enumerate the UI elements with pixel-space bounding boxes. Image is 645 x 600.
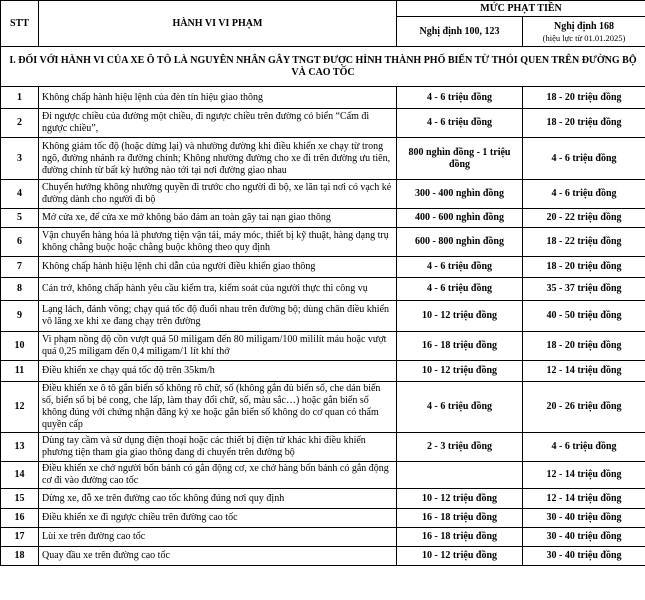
row-number: 18 bbox=[1, 547, 39, 566]
violation-description: Vi phạm nồng độ cồn vượt quá 50 miligam đến 80 miligam/100 mililít máu hoặc vượt quá 0,25 miligam đến 0,4 miligam/1 lít khí thở bbox=[39, 332, 397, 361]
fine-decree-old: 4 - 6 triệu đồng bbox=[397, 257, 523, 278]
table-row bbox=[1, 228, 645, 257]
fine-decree-new: 4 - 6 triệu đồng bbox=[523, 138, 645, 180]
table-row bbox=[1, 547, 645, 566]
table-row bbox=[1, 301, 645, 332]
fine-decree-old: 800 nghìn đồng - 1 triệu đồng bbox=[397, 138, 523, 180]
row-number: 1 bbox=[1, 87, 39, 109]
fine-decree-new: 4 - 6 triệu đồng bbox=[523, 180, 645, 209]
fine-decree-new: 18 - 20 triệu đồng bbox=[523, 257, 645, 278]
table-row bbox=[1, 180, 645, 209]
violation-description: Không giảm tốc độ (hoặc dừng lại) và nhường đường khi điều khiển xe chạy từ trong ngõ, đường nhánh ra đường chính; Không nhường đường cho xe đi trên đường ưu tiên, đường chính từ bất kỳ hướng nào tới tại nơi đường giao nhau bbox=[39, 138, 397, 180]
fine-decree-old: 4 - 6 triệu đồng bbox=[397, 109, 523, 138]
row-number: 7 bbox=[1, 257, 39, 278]
decree-new-note: (hiệu lực từ 01.01.2025) bbox=[542, 32, 626, 43]
violation-description: Điều khiển xe chở người bốn bánh có gắn động cơ, xe chở hàng bốn bánh có gắn động cơ đi vào đường cao tốc bbox=[39, 462, 397, 489]
fine-decree-old: 300 - 400 nghìn đồng bbox=[397, 180, 523, 209]
fine-decree-old: 10 - 12 triệu đồng bbox=[397, 489, 523, 509]
violation-description: Lùi xe trên đường cao tốc bbox=[39, 528, 397, 547]
row-number: 5 bbox=[1, 209, 39, 228]
violation-description: Điều khiển xe ô tô gắn biển số không rõ chữ, số (không gắn đủ biển số, che dán biển số, biển số bị bẻ cong, che lấp, làm thay đổi chữ, số, màu sắc…) hoặc gắn biển số không đúng với chứng nhận đăng ký xe hoặc gắn biển số không do cơ quan có thẩm quyền cấp bbox=[39, 382, 397, 433]
violation-description: Không chấp hành hiệu lệnh của đèn tín hiệu giao thông bbox=[39, 87, 397, 109]
fine-decree-new: 18 - 20 triệu đồng bbox=[523, 87, 645, 109]
fine-decree-old: 600 - 800 nghìn đồng bbox=[397, 228, 523, 257]
header-fine-level: MỨC PHẠT TIỀN bbox=[397, 1, 645, 17]
fine-decree-old: 4 - 6 triệu đồng bbox=[397, 278, 523, 301]
violation-description: Điều khiển xe đi ngược chiều trên đường cao tốc bbox=[39, 509, 397, 528]
row-number: 3 bbox=[1, 138, 39, 180]
fine-decree-new: 35 - 37 triệu đồng bbox=[523, 278, 645, 301]
row-number: 4 bbox=[1, 180, 39, 209]
violation-description: Đi ngược chiều của đường một chiều, đi ngược chiều trên đường có biển “Cấm đi ngược chiều”, bbox=[39, 109, 397, 138]
table-row bbox=[1, 138, 645, 180]
violation-description: Quay đầu xe trên đường cao tốc bbox=[39, 547, 397, 566]
row-number: 9 bbox=[1, 301, 39, 332]
fine-decree-new: 30 - 40 triệu đồng bbox=[523, 547, 645, 566]
fine-decree-new: 20 - 22 triệu đồng bbox=[523, 209, 645, 228]
row-number: 14 bbox=[1, 462, 39, 489]
fine-decree-old bbox=[397, 462, 523, 489]
violation-description: Dùng tay cầm và sử dụng điện thoại hoặc các thiết bị điện tử khác khi điều khiển phương tiện tham gia giao thông đang di chuyển trên đường bộ bbox=[39, 433, 397, 462]
violation-description: Cản trở, không chấp hành yêu cầu kiểm tra, kiểm soát của người thực thi công vụ bbox=[39, 278, 397, 301]
violation-description: Dừng xe, đỗ xe trên đường cao tốc không đúng nơi quy định bbox=[39, 489, 397, 509]
table-row bbox=[1, 433, 645, 462]
fine-decree-old: 16 - 18 triệu đồng bbox=[397, 332, 523, 361]
fine-decree-new: 18 - 20 triệu đồng bbox=[523, 109, 645, 138]
row-number: 11 bbox=[1, 361, 39, 382]
violation-description: Điều khiển xe chạy quá tốc độ trên 35km/h bbox=[39, 361, 397, 382]
table-row bbox=[1, 509, 645, 528]
table-row bbox=[1, 462, 645, 489]
fine-decree-new: 30 - 40 triệu đồng bbox=[523, 528, 645, 547]
fine-decree-old: 4 - 6 triệu đồng bbox=[397, 87, 523, 109]
fine-decree-new: 18 - 22 triệu đồng bbox=[523, 228, 645, 257]
section-title: I. ĐỐI VỚI HÀNH VI CỦA XE Ô TÔ LÀ NGUYÊN NHÂN GÂY TNGT ĐƯỢC HÌNH THÀNH PHỐ BIẾN TỪ THÓI QUEN TRÊN ĐƯỜNG BỘ VÀ CAO TỐC bbox=[1, 47, 645, 87]
row-number: 10 bbox=[1, 332, 39, 361]
fine-decree-old: 16 - 18 triệu đồng bbox=[397, 528, 523, 547]
table-row bbox=[1, 109, 645, 138]
fine-decree-new: 30 - 40 triệu đồng bbox=[523, 509, 645, 528]
fine-decree-old: 10 - 12 triệu đồng bbox=[397, 301, 523, 332]
violation-description: Chuyển hướng không nhường quyền đi trước cho người đi bộ, xe lăn tại nơi có vạch kẻ đường dành cho người đi bộ bbox=[39, 180, 397, 209]
fine-decree-new: 20 - 26 triệu đồng bbox=[523, 382, 645, 433]
violation-description: Lạng lách, đánh võng; chạy quá tốc độ đuổi nhau trên đường bộ; dùng chân điều khiển vô lăng xe khi xe đang chạy trên đường bbox=[39, 301, 397, 332]
table-row bbox=[1, 382, 645, 433]
fine-decree-new: 12 - 14 triệu đồng bbox=[523, 489, 645, 509]
fine-decree-old: 400 - 600 nghìn đồng bbox=[397, 209, 523, 228]
row-number: 6 bbox=[1, 228, 39, 257]
header-decree-new bbox=[523, 17, 645, 47]
table-row bbox=[1, 528, 645, 547]
fine-decree-old: 16 - 18 triệu đồng bbox=[397, 509, 523, 528]
fine-decree-new: 18 - 20 triệu đồng bbox=[523, 332, 645, 361]
fine-decree-old: 2 - 3 triệu đồng bbox=[397, 433, 523, 462]
fine-decree-new: 12 - 14 triệu đồng bbox=[523, 361, 645, 382]
row-number: 16 bbox=[1, 509, 39, 528]
row-number: 15 bbox=[1, 489, 39, 509]
row-number: 17 bbox=[1, 528, 39, 547]
table-row bbox=[1, 257, 645, 278]
table-row bbox=[1, 332, 645, 361]
fine-decree-old: 10 - 12 triệu đồng bbox=[397, 361, 523, 382]
header-stt: STT bbox=[1, 1, 39, 47]
row-number: 13 bbox=[1, 433, 39, 462]
header-violation: HÀNH VI VI PHẠM bbox=[39, 1, 397, 47]
table-row bbox=[1, 87, 645, 109]
table-row bbox=[1, 278, 645, 301]
fine-decree-old: 4 - 6 triệu đồng bbox=[397, 382, 523, 433]
fine-decree-new: 12 - 14 triệu đồng bbox=[523, 462, 645, 489]
table-row bbox=[1, 489, 645, 509]
fine-decree-new: 40 - 50 triệu đồng bbox=[523, 301, 645, 332]
violation-description: Không chấp hành hiệu lệnh chỉ dẫn của người điều khiển giao thông bbox=[39, 257, 397, 278]
fine-decree-new: 4 - 6 triệu đồng bbox=[523, 433, 645, 462]
row-number: 8 bbox=[1, 278, 39, 301]
table-row bbox=[1, 209, 645, 228]
violation-description: Vận chuyển hàng hóa là phương tiện vận tải, máy móc, thiết bị kỹ thuật, hàng dạng trụ không chằng buộc hoặc chằng buộc không theo quy định bbox=[39, 228, 397, 257]
header-decree-old: Nghị định 100, 123 bbox=[397, 17, 523, 47]
table-row bbox=[1, 361, 645, 382]
violation-description: Mở cửa xe, để cửa xe mở không bảo đảm an toàn gây tai nạn giao thông bbox=[39, 209, 397, 228]
row-number: 2 bbox=[1, 109, 39, 138]
row-number: 12 bbox=[1, 382, 39, 433]
decree-new-title: Nghị định 168 bbox=[553, 20, 615, 32]
fine-decree-old: 10 - 12 triệu đồng bbox=[397, 547, 523, 566]
